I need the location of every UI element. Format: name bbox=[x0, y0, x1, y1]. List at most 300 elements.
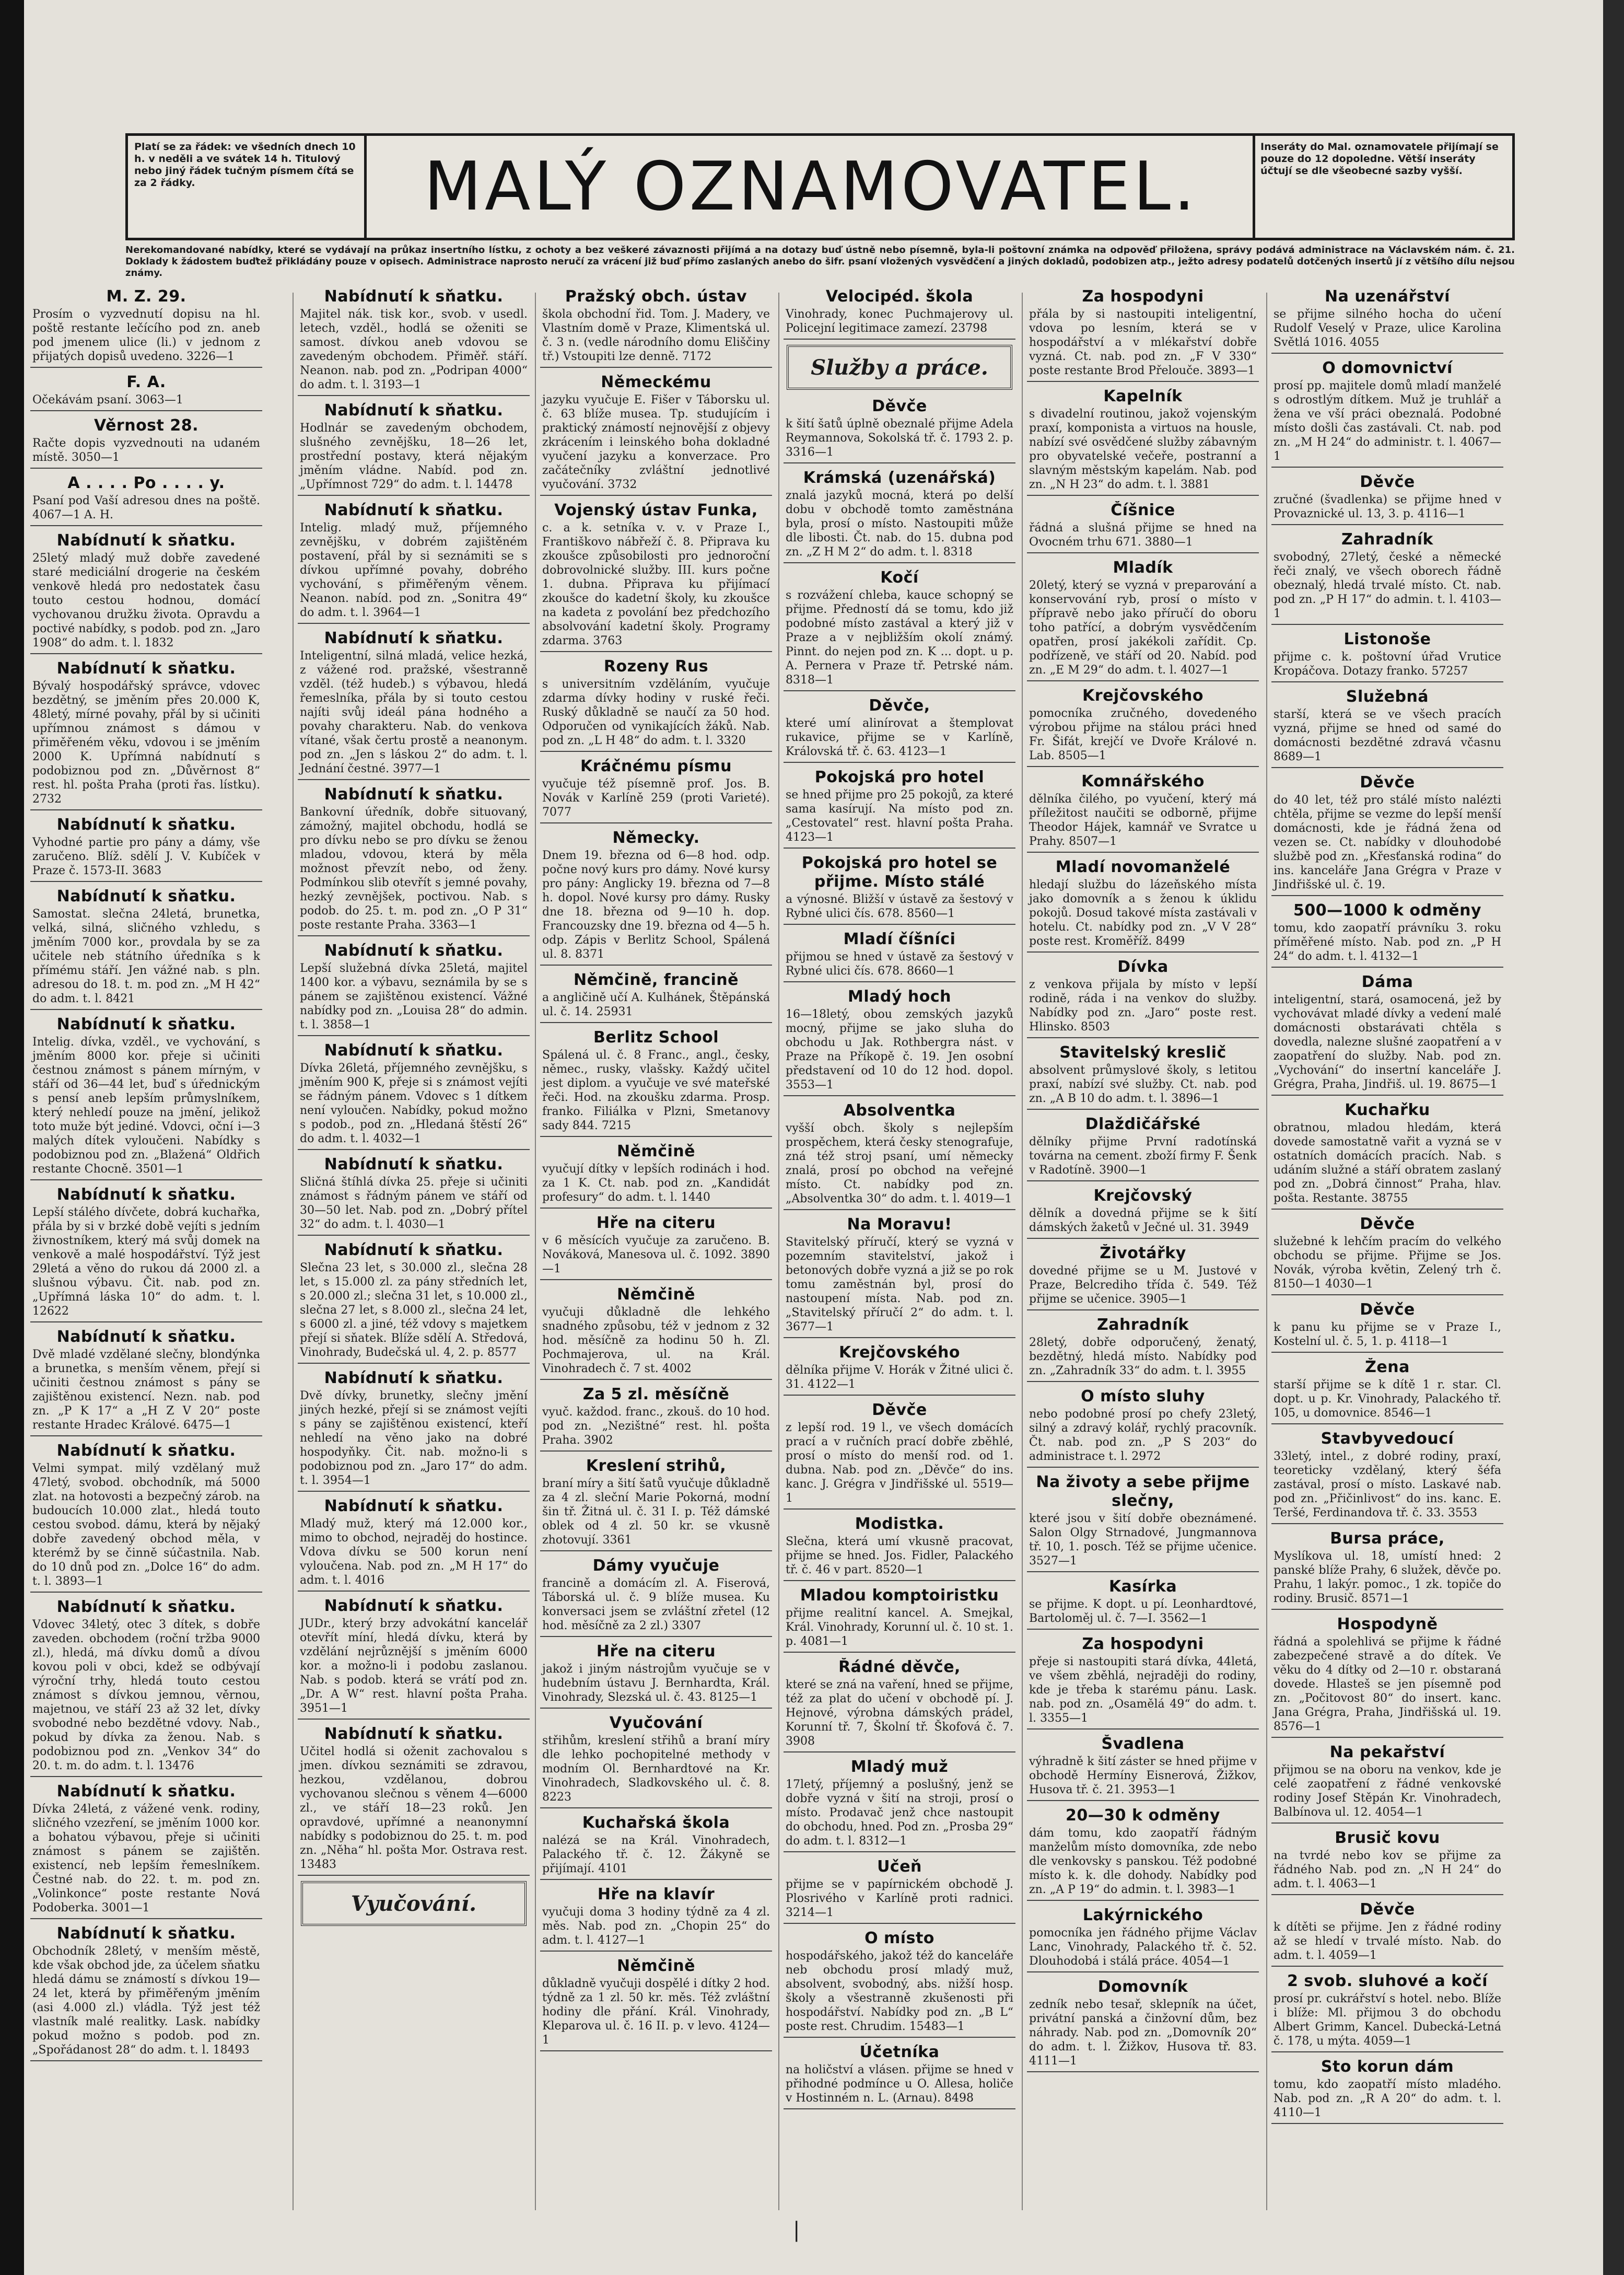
ad-heading: Děvče bbox=[1360, 773, 1415, 792]
ad-heading: Za hospodyni bbox=[1082, 1635, 1204, 1653]
ad-heading: Vojenský ústav Funka, bbox=[554, 501, 758, 519]
ad-body: a výnosné. Bližší v ústavě za šestový v Rybné ulici čís. 678. 8560—1 bbox=[786, 893, 1013, 920]
ad-body: absolvent průmyslové školy, s letitou praxí, nabízí své služby. Ct. nab. pod zn. „A B 10 do adm. t. l. 3896—1 bbox=[1029, 1064, 1257, 1105]
ad-heading: Děvče bbox=[872, 397, 927, 415]
ad-heading: Nabídnutí k sňatku. bbox=[324, 1497, 504, 1515]
classified-ad bbox=[784, 2043, 1015, 2109]
classified-ad bbox=[1027, 1473, 1259, 1572]
ad-heading: Nabídnutí k sňatku. bbox=[324, 942, 504, 960]
ad-body: starší přijme se k dítě 1 r. star. Cl. dopt. u p. Kr. Vinohrady, Palackého tř. 105, u domovnice. 8546—1 bbox=[1274, 1378, 1501, 1420]
classified-ad bbox=[1271, 1829, 1503, 1895]
classified-ad bbox=[1027, 1577, 1259, 1630]
classified-ad bbox=[1027, 1978, 1259, 2072]
ad-heading: Číšnice bbox=[1111, 501, 1175, 519]
classified-ad bbox=[30, 1015, 262, 1180]
ad-body: k panu ku přijme se v Praze I., Kostelní ul. č. 5, 1. p. 4118—1 bbox=[1274, 1321, 1501, 1348]
ad-body: Dvě mladé vzdělané slečny, blondýnka a brunetka, s menším věnem, přejí si učiniti čestnou známost s pány se zajištěnou existencí. Nezn. nab. pod zn. „P K 17“ a „H Z V 20“ poste restante Hradec Králové. 6475—1 bbox=[32, 1348, 260, 1432]
ad-heading: Žena bbox=[1365, 1358, 1410, 1376]
ad-body: s universitním vzděláním, vyučuje zdarma dívky hodiny v ruské řeči. Ruský důkladně se naučí za 50 hod. Odporučen od vynikajících žáků. Nab. pod zn. „L H 48“ do adm. t. l. 3320 bbox=[542, 678, 770, 747]
ad-body: Račte dopis vyzvednouti na udaném místě. 3050—1 bbox=[32, 437, 260, 464]
classified-ad bbox=[298, 629, 530, 780]
ad-heading: Krejčovského bbox=[1082, 687, 1204, 705]
classified-ad bbox=[540, 1142, 772, 1209]
ad-heading: A . . . . Po . . . . y. bbox=[67, 474, 225, 492]
classified-ad bbox=[30, 659, 262, 810]
ad-body: přijme se v papírnickém obchodě J. Plosrivého v Karlíně proti radnici. 3214—1 bbox=[786, 1878, 1013, 1919]
ad-heading: Kuchařku bbox=[1345, 1101, 1430, 1119]
ad-body: Psaní pod Vaší adresou dnes na poště. 4067—1 A. H. bbox=[32, 494, 260, 521]
ad-heading: Kreslení strihů, bbox=[586, 1457, 727, 1475]
classified-ad bbox=[1027, 958, 1259, 1038]
ad-heading: Nabídnutí k sňatku. bbox=[56, 1442, 236, 1460]
classified-ad bbox=[784, 397, 1015, 463]
classified-ad bbox=[1027, 1387, 1259, 1468]
ad-heading: O domovnictví bbox=[1322, 359, 1453, 377]
ad-heading: F. A. bbox=[126, 373, 166, 391]
scan-edge-left bbox=[0, 0, 24, 2275]
ad-body: Samostat. slečna 24letá, brunetka, velká, silná, sličného vzhledu, s jměním 7000 kor., provdala by se za učitele neb státního úředníka s k přímému stáří. Jen vážné nab. s pln. adresou do 18. t. m. pod zn. „M H 42“ do adm. t. l. 8421 bbox=[32, 908, 260, 1005]
ad-body: Intelig. mladý muž, příjemného zevnějšku, v dobrém zajištěném postavení, přál by si seznámiti se s dívkou upřímné povahy, dobrého vychování, s přiměřeným věnem. Neanon. nabíd. pod zn. „Sonitra 49“ do adm. t. l. 3964—1 bbox=[300, 521, 528, 619]
classified-ad bbox=[1027, 501, 1259, 553]
ad-body: střihům, kreslení střihů a braní míry dle lehko pochopitelné methody v modním Ol. Bernhardtové na Kr. Vinohradech, Sladkovského ul. č. 8. 8223 bbox=[542, 1734, 770, 1804]
ad-heading: Zahradník bbox=[1341, 530, 1433, 549]
ad-body: inteligentní, stará, osamocená, jež by vychovávat mladé dívky a vedení malé domácnosti obstarávati chtěla s dovedla, nalezne slušné zaopatření a v zaopatření do služby. Nab. pod zn. „Vychování“ do insertní kanceláře J. Grégra, Praha, Jindřiš. ul. 19. 8675—1 bbox=[1274, 993, 1501, 1091]
ad-body: řádná a spolehlivá se přijme k řádné zabezpečené stravě a do dítek. Ve věku do 4 dítky od 2—10 r. obstaraná dovede. Hlasteš se jen písemně pod zn. „Počitovost 80“ do insert. kanc. Jana Grégra, Praha, Jindřišská ul. 19. 8576—1 bbox=[1274, 1635, 1501, 1733]
classified-ad bbox=[540, 1814, 772, 1880]
ad-body: které umí alinírovat a štemplovat rukavice, přijme se v Karlíně, Královská tř. č. 63. 4123—1 bbox=[786, 717, 1013, 758]
classified-ad bbox=[30, 816, 262, 882]
ad-body: vyučuji důkladně dle lehkého snadného způsobu, též v jednom z 32 hod. měsíčně za hodinu 50 h. Zl. Pochmajerova, ul. na Král. Vinohradech č. 7 st. 4002 bbox=[542, 1306, 770, 1375]
classified-ad bbox=[1271, 1358, 1503, 1424]
classified-ad bbox=[1271, 359, 1503, 468]
ad-heading: Mladý muž bbox=[850, 1758, 949, 1776]
classified-ad bbox=[1271, 2058, 1503, 2124]
classified-ad bbox=[784, 1401, 1015, 1510]
ad-heading: Velocipéd. škola bbox=[825, 287, 974, 306]
ad-body: z venkova přijala by místo v lepší rodině, ráda i na venkov do služby. Nabídky pod zn. „Jaro“ poste rest. Hlinsko. 8503 bbox=[1029, 978, 1257, 1034]
classified-ad bbox=[30, 1442, 262, 1593]
ad-heading: Mladík bbox=[1113, 559, 1173, 577]
ad-heading: Dámy vyučuje bbox=[592, 1557, 720, 1575]
ad-body: dělník a dovedná přijme se k šití dámských žaketů v Ječné ul. 31. 3949 bbox=[1029, 1207, 1257, 1234]
classified-ad bbox=[1271, 773, 1503, 896]
section-heading-box: Vyučování. bbox=[301, 1881, 527, 1926]
ad-heading: Kuchařská škola bbox=[582, 1814, 730, 1832]
ad-heading: Dáma bbox=[1361, 973, 1413, 991]
ad-body: 16—18letý, obou zemských jazyků mocný, přijme se jako sluha do obchodu u Jak. Rothbergra nást. v Praze na Příkopě č. 19. Jen osobní představení od 10 do 12 hod. dopol. 3553—1 bbox=[786, 1008, 1013, 1092]
classified-ad bbox=[1271, 1101, 1503, 1210]
classified-ad bbox=[30, 1598, 262, 1777]
ad-heading: Za 5 zl. měsíčně bbox=[582, 1385, 730, 1403]
ad-heading: Hře na citeru bbox=[596, 1642, 716, 1661]
ad-heading: Stavbyvedoucí bbox=[1321, 1430, 1454, 1448]
ad-body: prosí pp. majitele domů mladí manželé s odrostlým dítkem. Muž je truhlář a žena ve vší práci obeznalá. Podobné místo došli čas zastávali. Ct. nab. pod zn. „M H 24“ do administr. t. l. 4067—1 bbox=[1274, 379, 1501, 463]
ad-heading: Domovník bbox=[1097, 1978, 1188, 1996]
ad-heading: Účetníka bbox=[859, 2043, 940, 2061]
ad-body: dělníka čilého, po vyučení, který má příležitost naučiti se odborně, přijme Theodor Hájek, kamnář ve Svratce u Prahy. 8507—1 bbox=[1029, 793, 1257, 848]
ad-heading: Pražský obch. ústav bbox=[565, 287, 747, 306]
ad-heading: Nabídnutí k sňatku. bbox=[56, 1782, 236, 1801]
ad-heading: Nabídnutí k sňatku. bbox=[324, 501, 504, 519]
ad-body: do 40 let, též pro stálé místo nalézti chtěla, přijme se vezme do lepší menší domácnosti, kde je řádná žena od vezen se. Ct. nabídky v dlouhodobé službě pod zn. „Křesťanská rodina“ do ins. kanceláře Jana Grégra v Praze v Jindřišské ul. č. 19. bbox=[1274, 794, 1501, 891]
masthead bbox=[125, 133, 1515, 240]
ad-heading: Nabídnutí k sňatku. bbox=[56, 659, 236, 678]
ad-body: Velmi sympat. milý vzdělaný muž 47letý, svobod. obchodník, má 5000 zlat. na hotovosti a bezpečný zárob. na budoucích 10.000 zlat., hledá touto cestou svobod. dámu, která by nějaký dobře zavedený obchod měla, v kterémž by se činně súčastnila. Nab. do 10 dnů pod zn. „Dolce 16“ do adm. t. l. 3893—1 bbox=[32, 1462, 260, 1588]
ad-heading: Němčině, francině bbox=[573, 971, 739, 989]
classified-ad bbox=[784, 1858, 1015, 1924]
classified-ad bbox=[784, 1658, 1015, 1752]
ad-heading: Stavitelský kreslič bbox=[1059, 1043, 1226, 1062]
ad-heading: Mladý hoch bbox=[848, 988, 951, 1006]
ad-body: vyučuji doma 3 hodiny týdně za 4 zl. měs. Nab. pod zn. „Chopin 25“ do adm. t. l. 4127—1 bbox=[542, 1906, 770, 1947]
section-heading-box: Služby a práce. bbox=[787, 345, 1012, 390]
ad-heading: Učeň bbox=[877, 1858, 922, 1876]
ad-heading: Mladí novomanželé bbox=[1055, 858, 1231, 876]
administration-notice: Nerekomandované nabídky, které se vydávají na průkaz insertního lístku, z ochoty a bez veškeré závaznosti přijímá a na dotazy buď ústně nebo písemně, byla-li poštovní známka na odpověď přiložena, správy podává administrace na Václavském nám. č. 21. Doklady k žádostem buďtež přikládány pouze v opisech. Administrace naprosto neručí za vrácení již buď přímo zaslaných anebo do šifr. psaní vložených vysvědčení a jiných dokladů, podobizen atp., ježto adresy podatelů dotčených insertů jí z většího dílu nejsou známy. bbox=[125, 245, 1515, 278]
ad-heading: Krámská (uzenářská) bbox=[803, 469, 996, 487]
column-2 bbox=[298, 287, 530, 2242]
ad-heading: Němčině bbox=[617, 1957, 695, 1975]
ad-heading: Za hospodyni bbox=[1082, 287, 1204, 306]
ad-heading: Nabídnutí k sňatku. bbox=[56, 1328, 236, 1346]
ad-heading: Nabídnutí k sňatku. bbox=[56, 816, 236, 834]
column-rule bbox=[1266, 293, 1267, 2210]
classified-ad bbox=[1271, 1215, 1503, 1295]
ad-body: Slečna, která umí vkusně pracovat, přijme se hned. Jos. Fidler, Palackého tř. č. 46 v part. 8520—1 bbox=[786, 1535, 1013, 1576]
classified-ad bbox=[540, 829, 772, 966]
ad-body: pomocníka zručného, dovedeného výrobou přijme na stálou práci hned Fr. Šifát, krejčí ve Dvoře Králové n. Lab. 8505—1 bbox=[1029, 707, 1257, 762]
ad-body: škola obchodní řid. Tom. J. Madery, ve Vlastním domě v Praze, Klimentská ul. č. 3 n. (vedle národního domu Eliščiny tř.) Vstoupiti lze denně. 7172 bbox=[542, 308, 770, 363]
ad-heading: Lakýrnického bbox=[1082, 1906, 1204, 1924]
ad-heading: Věrnost 28. bbox=[94, 416, 198, 435]
classified-ad bbox=[784, 930, 1015, 982]
ad-body: z lepší rod. 19 l., ve všech domácích prací a v ručních prací dobře zběhlé, prosí o místo do menší rod. od 1. dubna. Nab. pod zn. „Děvče“ do ins. kanc. J. Grégra v Jindřišské ul. 5519—1 bbox=[786, 1421, 1013, 1505]
ad-body: Slečna 23 let, s 30.000 zl., slečna 28 let, s 15.000 zl. za pány středních let, s 20.000 zl.; slečna 31 let, s 10.000 zl., slečna 27 let, s 8.000 zl., slečna 24 let, s 6000 zl. a jiné, též vdovy s majetkem přejí si sňatek. Blíže sdělí A. Středová, Vinohrady, Budečská ul. 4, 2. p. 8577 bbox=[300, 1261, 528, 1359]
ad-body: svobodný, 27letý, české a německé řeči znalý, ve všech oborech řádně obeznalý, hledá trvalé místo. Ct. nab. pod zn. „P H 17“ do admin. t. l. 4103—1 bbox=[1274, 551, 1501, 620]
ad-heading: Nabídnutí k sňatku. bbox=[56, 1186, 236, 1204]
ad-body: přijmou se na oboru na venkov, kde je celé zaopatření z řádné venkovské rodiny Josef Stěpán Kr. Vinohradech, Balbínova ul. 12. 4054—1 bbox=[1274, 1763, 1501, 1819]
masthead-divider-right bbox=[1253, 136, 1255, 238]
column-5 bbox=[1027, 287, 1259, 2242]
ad-body: Intelig. dívka, vzděl., ve vychování, s jměním 8000 kor. přeje si učiniti čestnou známost s pánem mírným, v stáří od 36—44 let, buď s úřednickým s pensí aneb lepším průmyslníkem, který nehledí pouze na jmění, jelikož toto muže být jediné. Vdovci, oční i—3 malých dítek vyloučeni. Nabídky s podobiznou pod zn. „Blažená“ Oldřich restante Chocně. 3501—1 bbox=[32, 1036, 260, 1176]
classified-ad bbox=[1027, 387, 1259, 496]
ad-heading: 500—1000 k odměny bbox=[1293, 901, 1482, 920]
classified-ad bbox=[298, 1597, 530, 1720]
page-title: MALÝ OZNAMOVATEL. bbox=[424, 148, 1198, 226]
ad-heading: Sto korun dám bbox=[1321, 2058, 1454, 2076]
ad-heading: Nabídnutí k sňatku. bbox=[324, 1597, 504, 1615]
ad-heading: Děvče bbox=[872, 1401, 927, 1419]
ad-body: s rozvážení chleba, kauce schopný se přijme. Předností dá se tomu, kdo již podobné místo zastával a který již v Praze a v nejbližším okolí známý. Pinnt. do nejen pod zn. K ... dopt. u p. A. Pernera v Praze tř. Petrské nám. 8318—1 bbox=[786, 589, 1013, 687]
classified-ad bbox=[298, 1041, 530, 1150]
classified-ad bbox=[1027, 1244, 1259, 1310]
classified-ad bbox=[1271, 1301, 1503, 1353]
ad-heading: Rozeny Rus bbox=[603, 657, 709, 676]
classified-ad bbox=[1027, 559, 1259, 681]
ad-body: přála by si nastoupiti inteligentní, vdova po lesním, která se v hospodářství a v mlékařství dobře vyzná. Ct. nab. pod zn. „F V 330“ poste restante Brod Přelouče. 3893—1 bbox=[1029, 308, 1257, 377]
ad-heading: Děvče bbox=[1360, 473, 1415, 491]
ad-body: pomocníka jen řádného přijme Václav Lanc, Vinohrady, Palackého tř. č. 52. Dlouhodobá i stálá práce. 4054—1 bbox=[1029, 1926, 1257, 1968]
classified-ad bbox=[540, 501, 772, 652]
ad-heading: Listonoše bbox=[1343, 630, 1431, 648]
ad-body: francině a domácím zl. A. Fiserová, Táborská ul. č. 9 blíže musea. Ku konversaci jsem se zvláštní zřetel (12 hod. měsíčně za 2 zl.) 3307 bbox=[542, 1577, 770, 1632]
classified-ad bbox=[784, 287, 1015, 340]
classified-ad bbox=[1027, 1906, 1259, 1972]
ad-heading: Nabídnutí k sňatku. bbox=[56, 1015, 236, 1034]
ad-heading: Krejčovský bbox=[1093, 1187, 1193, 1205]
column-6 bbox=[1271, 287, 1503, 2242]
ad-heading: Zahradník bbox=[1097, 1316, 1189, 1334]
classified-ad bbox=[1027, 1187, 1259, 1239]
ad-heading: Hospodyně bbox=[1337, 1615, 1438, 1633]
column-rule bbox=[1022, 293, 1023, 2210]
ad-heading: Němčině bbox=[617, 1142, 695, 1160]
ad-body: důkladně vyučuji dospělé i dítky 2 hod. týdně za 1 zl. 50 kr. měs. Též zvláštní hodiny dle přání. Král. Vinohrady, Kleparova ul. č. 16 II. p. v levo. 4124—1 bbox=[542, 1977, 770, 2047]
deadline-note: Inseráty do Mal. oznamovatele přijímají se pouze do 12 dopoledne. Větší inseráty účtují se dle všeobecné sazby vyšší. bbox=[1260, 141, 1499, 177]
ad-body: zručné (švadlenka) se přijme hned v Provaznické ul. 13, 3. p. 4116—1 bbox=[1274, 493, 1501, 520]
classified-ad bbox=[1027, 1635, 1259, 1730]
ad-body: 33letý, intel., z dobré rodiny, praxí, teoreticky vzdělaný, který šéfa zastával, prosí o místo. Laskavé nab. pod zn. „Přičinlivost“ do ins. kanc. E. Teršé, Ferdinandova tř. č. 33. 3553 bbox=[1274, 1450, 1501, 1519]
classified-ad bbox=[1027, 772, 1259, 853]
ad-body: c. a k. setníka v. v. v Praze I., Františkovo nábřeží č. 8. Připrava ku zkoušce způsobilosti pro jednoroční dobrovolnické služby. III. kurs počne 1. dubna. Připrava ku přijímací zkoušce do kadetní školy, ku zkoušce na kadeta z povolání bez předchozího absolvování kadetní školy. Programy zdarma. 3763 bbox=[542, 521, 770, 647]
classified-ad bbox=[1271, 630, 1503, 682]
classified-ad bbox=[298, 1725, 530, 1876]
ad-body: vyučuje též písemně prof. Jos. B. Novák v Karlíně 259 (proti Varieté). 7077 bbox=[542, 777, 770, 819]
ad-body: s divadelní routinou, jakož vojenským praxí, komponista a virtuos na housle, nabízí své osvědčené služby zábavným pro obyvatelské večeře, postranní a slavným městským kapelám. Nab. pod zn. „N H 23“ do adm. t. l. 3881 bbox=[1029, 408, 1257, 491]
classified-ad bbox=[298, 501, 530, 624]
ad-body: 28letý, dobře odporučený, ženatý, bezdětný, hledá místo. Nabídky pod zn. „Zahradník 33“ do adm. t. l. 3955 bbox=[1029, 1336, 1257, 1377]
ad-body: Bankovní úředník, dobře situovaný, zámožný, majitel obchodu, hodlá se pro dívku nebo se pro dívku se ženou mladou, vdovou, která by měla možnost převzít nebo, od ženy. Podmínkou slib otevřít s jemné povahy, hezký zevnějšek, poctivou. Nab. s podob. do 25. t. m. pod zn. „O P 31“ poste restante Praha. 3363—1 bbox=[300, 806, 528, 932]
classified-ad bbox=[298, 942, 530, 1036]
ad-body: prosí pr. cukrářství s hotel. nebo. Blíže i blíže: Ml. přijmou 3 do obchodu Albert Grimm, Kancel. Dubecká-Letná č. 178, u mýta. 4059—1 bbox=[1274, 1992, 1501, 2048]
classified-ad bbox=[1027, 1115, 1259, 1181]
ad-body: Inteligentní, silná mladá, velice hezká, z vážené rod. pražské, všestranně vzděl. (též hudeb.) s výbavou, hledá řemeslníka, přála by si touto cestou najíti svůj ideál pána hodného a povahy charakteru. Nab. do venkova vítané, však čertu prostě a neanonym. pod zn. „Jen s láskou 2“ do adm. t. l. Jednání čestné. 3977—1 bbox=[300, 649, 528, 775]
ad-heading: Krejčovského bbox=[839, 1343, 960, 1362]
classified-ad bbox=[1271, 1972, 1503, 2052]
ad-body: dělníka přijme V. Horák v Žitné ulici č. 31. 4122—1 bbox=[786, 1364, 1013, 1391]
classified-ad bbox=[784, 697, 1015, 763]
ad-heading: Na pekařství bbox=[1329, 1743, 1445, 1761]
classified-ad bbox=[30, 287, 262, 368]
classified-ad bbox=[298, 1241, 530, 1364]
ad-heading: Švadlena bbox=[1101, 1735, 1185, 1753]
classified-ad bbox=[1027, 858, 1259, 953]
classified-ad bbox=[1271, 973, 1503, 1096]
ad-body: jakož i jiným nástrojům vyučuje se v hudebním ústavu J. Bernhardta, Král. Vinohrady, Slezská ul. č. 43. 8125—1 bbox=[542, 1663, 770, 1704]
page-mark: | bbox=[793, 2218, 800, 2242]
ad-heading: Nabídnutí k sňatku. bbox=[56, 531, 236, 550]
classified-ad bbox=[1271, 1430, 1503, 1524]
ad-body: Lepší stálého dívčete, dobrá kuchařka, přála by si v brzké době vejíti s jedním živnostníkem, který má svůj domek na venkově a malé hospodářství. Týž jest 29letá a věno do rukou dá 2000 zl. a slušnou výbavu. Čit. nab. pod zn. „Upřímná láska 10“ do adm. t. l. 12622 bbox=[32, 1206, 260, 1318]
classified-ad bbox=[784, 568, 1015, 691]
ad-heading: Nabídnutí k sňatku. bbox=[324, 1155, 504, 1174]
classified-ad bbox=[540, 1457, 772, 1551]
column-4 bbox=[784, 287, 1015, 2242]
ad-body: a angličině učí A. Kulhánek, Štěpánská ul. č. 14. 25931 bbox=[542, 991, 770, 1018]
classified-ad bbox=[1027, 287, 1259, 382]
classified-ad bbox=[784, 1343, 1015, 1396]
ad-heading: Nabídnutí k sňatku. bbox=[324, 785, 504, 804]
ad-body: dělníky přijme První radotínská továrna na cement. zboží firmy F. Šenk v Radotíně. 3900—1 bbox=[1029, 1135, 1257, 1177]
ad-body: k šití šatů úplně obeznalé přijme Adela Reymannova, Sokolská tř. č. 1793 2. p. 3316—1 bbox=[786, 417, 1013, 459]
ad-body: se přijme. K dopt. u pí. Leonhardtové, Bartoloměj ul. č. 7—I. 3562—1 bbox=[1029, 1598, 1257, 1625]
ad-body: Mladý muž, který má 12.000 kor., mimo to obchod, nejraděj do hostince. Vdova dívku se 500 korun není vyloučena. Nab. pod zn. „M H 17“ do adm. t. l. 4016 bbox=[300, 1517, 528, 1587]
column-1 bbox=[30, 287, 262, 2242]
ad-heading: Nabídnutí k sňatku. bbox=[56, 887, 236, 906]
ad-body: v 6 měsících vyučuje za zaručeno. B. Nováková, Manesova ul. č. 1092. 3890—1 bbox=[542, 1234, 770, 1275]
ad-body: Vinohrady, konec Puchmajerovy ul. Policejní legitimace zamezí. 23798 bbox=[786, 308, 1013, 335]
classified-ad bbox=[30, 373, 262, 411]
classified-ad bbox=[298, 287, 530, 396]
classified-ad bbox=[1271, 1615, 1503, 1738]
ad-body: nebo podobné prosí po chefy 23letý, silný a zdravý kolář, rychlý pracovník. Čt. nab. pod zn. „P S 203“ do administrace t. l. 2972 bbox=[1029, 1408, 1257, 1463]
ad-body: Dívka 26letá, příjemného zevnějšku, s jměním 900 K, přeje si s známost vejíti se řádným pánem. Vdovec s 1 dítkem není vyloučen. Nabídky, pokud možno s podob., pod zn. „Hledaná štěstí 26“ do adm. t. l. 4032—1 bbox=[300, 1062, 528, 1145]
classified-ad bbox=[784, 1215, 1015, 1338]
ad-heading: Pokojská pro hotel bbox=[814, 768, 985, 786]
ad-body: na tvrdé nebo kov se přijme za řádného Nab. pod zn. „N H 24“ do adm. t. l. 4063—1 bbox=[1274, 1849, 1501, 1890]
ad-heading: Kočí bbox=[880, 568, 919, 587]
ad-heading: Bursa práce, bbox=[1330, 1529, 1445, 1548]
ad-body: přijme c. k. poštovní úřad Vrutice Kropáčova. Dotazy franko. 57257 bbox=[1274, 651, 1501, 678]
column-rule bbox=[535, 293, 536, 2210]
ad-body: Bývalý hospodářský správce, vdovec bezdětný, se jměním přes 20.000 K, 48letý, mírné povahy, přál by si učiniti upřímnou známost s dámou v přiměřeném věku, vdovou i se jměním 2000 K. Upřímná nabídnutí s podobiznou pod zn. „Důvěrnost 8“ rest. hl. pošta Praha (proti řas. lístku). 2732 bbox=[32, 680, 260, 806]
scan-edge-right bbox=[1603, 0, 1624, 2275]
classified-ad bbox=[540, 373, 772, 496]
ad-body: které jsou v šití dobře obeznámené. Salon Olgy Strnadové, Jungmannova tř. 10, 1. posch. Též se přijme učenice. 3527—1 bbox=[1029, 1512, 1257, 1568]
classified-ad bbox=[1027, 1316, 1259, 1382]
pricing-note: Platí se za řádek: ve všedních dnech 10 h. v neděli a ve svátek 14 h. Titulový nebo jiný řádek tučným písmem čítá se za 2 řádky. bbox=[134, 141, 356, 189]
ad-heading: 20—30 k odměny bbox=[1066, 1806, 1220, 1825]
ad-heading: Nabídnutí k sňatku. bbox=[324, 401, 504, 420]
ad-body: dovedné přijme se u M. Justové v Praze, Belcrediho třída č. 549. Též přijme se učenice. 3905—1 bbox=[1029, 1264, 1257, 1306]
ad-body: řádná a slušná přijme se hned na Ovocném trhu 671. 3880—1 bbox=[1029, 521, 1257, 549]
ad-body: přijme realitní kancel. A. Smejkal, Král. Vinohrady, Korunní ul. č. 10 st. 1. p. 4081—1 bbox=[786, 1607, 1013, 1648]
ad-heading: Mladou komptoiristku bbox=[800, 1586, 999, 1605]
classified-ad bbox=[1027, 1043, 1259, 1110]
classified-ad bbox=[298, 1369, 530, 1492]
classified-ad bbox=[540, 287, 772, 368]
classified-ad bbox=[540, 657, 772, 752]
classified-ad bbox=[784, 1101, 1015, 1210]
ad-body: starší, která se ve všech pracích vyzná, přijme se hned od samé do domácnosti bezdětné zdravá včasnu 8689—1 bbox=[1274, 708, 1501, 763]
ad-heading: Komnářského bbox=[1081, 772, 1205, 791]
classified-ad bbox=[784, 1515, 1015, 1581]
classified-ad bbox=[298, 401, 530, 496]
classified-ad bbox=[540, 1714, 772, 1808]
classified-ad bbox=[298, 785, 530, 936]
column-rule bbox=[293, 293, 294, 2210]
ad-heading: Kráčnému písmu bbox=[580, 757, 732, 775]
ad-body: Učitel hodlá si oženit zachovalou s jmen. dívkou seznámiti se zdravou, hezkou, vzdělanou, dobrou vychovanou slečnou s věnem 4—6000 zl., ve stáří 18—23 roků. Jen opravdové, upřímné a neanonymní nabídky s podobiznou do 25. t. m. pod zn. „Něha“ hl. pošta Mor. Ostrava rest. 13483 bbox=[300, 1745, 528, 1871]
ad-body: Hodlnár se zavedeným obchodem, slušného zevnějšku, 18—26 let, prostřední postavy, která nějakým jměním vládne. Nabíd. pod zn. „Upřímnost 729“ do adm. t. l. 14478 bbox=[300, 422, 528, 491]
ad-body: Vyhodné partie pro pány a dámy, vše zaručeno. Blíž. sdělí J. V. Kubíček v Praze č. 1573-II. 3683 bbox=[32, 836, 260, 877]
classified-ad bbox=[784, 768, 1015, 849]
ad-body: k dítěti se přijme. Jen z řádné rodiny až se hledí v trvalé místo. Nab. do adm. t. l. 4059—1 bbox=[1274, 1921, 1501, 1962]
ad-heading: O místo bbox=[864, 1929, 934, 1947]
ad-body: Obchodník 28letý, v menším městě, kde však obchod jde, za účelem sňatku hledá dámu se známostí s dívkou 19—24 let, která by přiměřeným jměním (asi 4.000 zl.) vládla. Týž jest též vlastník malé realitky. Lask. nabídky pokud možno s podob. pod zn. „Spořádanost 28“ do adm. t. l. 18493 bbox=[32, 1945, 260, 2057]
column-rule bbox=[778, 293, 779, 2210]
ad-body: hledají službu do lázeňského místa jako domovník a s ženou k úklidu pokojů. Dosud takové místa zastávali v hotelu. Ct. nabídky pod zn. „V V 28“ poste rest. Kroměříž. 8499 bbox=[1029, 878, 1257, 948]
classified-ad bbox=[30, 1782, 262, 1919]
ad-body: nalézá se na Král. Vinohradech, Palackého tř. č. 12. Žákyně se přijímají. 4101 bbox=[542, 1834, 770, 1875]
ad-body: Dívka 24letá, z vážené venk. rodiny, sličného vzezření, se jměním 1000 kor. a bohatou výbavou, přeje si učiniti známost s pánem se zajištěn. existencí, neb lepším řemeslníkem. Čestné nab. do 22. t. m. pod zn. „Volinkonce“ poste restante Nová Podoberka. 3001—1 bbox=[32, 1803, 260, 1914]
ad-body: zedník nebo tesař, sklepník na účet, privátní panská a činžovní dům, bez náhrady. Nab. pod zn. „Domovník 20“ do adm. t. l. Žižkov, Husova tř. 83. 4111—1 bbox=[1029, 1998, 1257, 2068]
ad-body: Dvě dívky, brunetky, slečny jmění jiných hezké, přejí si se známost vejíti s pány se zajištěnou existencí, kteří nehledí na věno jako na dobré hospodyňky. Čit. nab. možno-li s podobiznou pod zn. „Jaro 17“ do adm. t. l. 3954—1 bbox=[300, 1389, 528, 1487]
classified-ad bbox=[784, 854, 1015, 925]
ad-heading: Pokojská pro hotel se přijme. Místo stálé bbox=[801, 854, 998, 891]
ad-heading: Mladí číšníci bbox=[843, 930, 956, 948]
ad-heading: 2 svob. sluhové a kočí bbox=[1287, 1972, 1488, 1990]
classified-ad bbox=[1271, 473, 1503, 525]
ad-body: 20letý, který se vyzná v preparování a konservování ryb, prosí o místo v přípravě nebo jako příručí do oboru toho patřící, a dobrým vysvědčením opatřen, prosí jakékoli zařídit. Cp. podřízeně, ve stáří od 20. Nabíd. pod zn. „E M 29“ do adm. t. l. 4027—1 bbox=[1029, 579, 1257, 677]
classified-ad bbox=[1271, 530, 1503, 625]
classified-ad bbox=[540, 1557, 772, 1637]
classified-ad bbox=[784, 988, 1015, 1096]
ad-body: vyšší obch. školy s nejlepším prospěchem, která česky stenografuje, zná též stroj psaní, umí německy znalá, prosí po obchod na veřejné místo. Ct. nabídky pod zn. „Absolventka 30“ do adm. t. l. 4019—1 bbox=[786, 1122, 1013, 1205]
classified-ad bbox=[30, 887, 262, 1010]
ad-body: znalá jazyků mocná, která po delší dobu v obchodě tomto zaměstnána byla, prosí o místo. Nastoupiti může dle libosti. Čt. nab. do 15. dubna pod zn. „Z H M 2“ do adm. t. l. 8318 bbox=[786, 489, 1013, 559]
classified-ad bbox=[540, 1028, 772, 1137]
ad-heading: Brusič kovu bbox=[1335, 1829, 1440, 1847]
ad-body: jazyku vyučuje E. Fišer v Táborsku ul. č. 63 blíže musea. Tp. studujícím i praktický známostí nejnovější z objevy zkrácením i leinského boha dokladné vyučení jazyku a konverzace. Pro začátečníky zvláštní jednotlivé vyučování. 3732 bbox=[542, 393, 770, 491]
classified-ad bbox=[30, 416, 262, 469]
ad-heading: Děvče, bbox=[869, 697, 930, 715]
ad-heading: Absolventka bbox=[843, 1101, 956, 1120]
ad-heading: Hře na klavír bbox=[597, 1885, 715, 1903]
ad-heading: M. Z. 29. bbox=[106, 287, 186, 306]
ad-body: přijmou se hned v ústavě za šestový v Rybné ulici čís. 678. 8660—1 bbox=[786, 950, 1013, 978]
classified-ad bbox=[540, 757, 772, 823]
ad-body: které se zná na vaření, hned se přijme, též za plat do učení v obchodě pí. J. Hejnové, výrobna dámských prádel, Korunní tř. 7, Školní tř. Škofová č. 7. 3908 bbox=[786, 1678, 1013, 1748]
classified-ad bbox=[298, 1497, 530, 1592]
ad-body: 17letý, příjemný a poslušný, jenž se dobře vyzná v šití na stroji, prosí o místo. Prodavač jenž chce nastoupit do obchodu, hned. Pod zn. „Prosba 29“ do adm. t. l. 8312—1 bbox=[786, 1778, 1013, 1848]
ad-heading: Němčině bbox=[617, 1285, 695, 1304]
masthead-divider-left bbox=[364, 136, 367, 238]
ad-heading: Nabídnutí k sňatku. bbox=[56, 1598, 236, 1616]
ad-body: Sličná štíhlá dívka 25. přeje si učiniti známost s řádným pánem ve stáří od 30—50 let. Nab. pod zn. „Dobrý přítel 32“ do adm. t. l. 4030—1 bbox=[300, 1176, 528, 1231]
ad-heading: Životářky bbox=[1100, 1244, 1186, 1262]
ad-body: tomu, kdo zaopatří právníku 3. roku příměřené místo. Nab. pod zn. „P H 24“ do adm. t. l. 4132—1 bbox=[1274, 922, 1501, 963]
ad-heading: Berlitz School bbox=[593, 1028, 719, 1047]
column-3 bbox=[540, 287, 772, 2242]
classified-ad bbox=[30, 531, 262, 654]
ad-body: vyučují dítky v lepších rodinách i hod. za 1 K. Ct. nab. pod zn. „Kandidát profesury“ do adm. t. l. 1440 bbox=[542, 1163, 770, 1204]
classified-ad bbox=[540, 1214, 772, 1280]
ad-heading: Dívka bbox=[1117, 958, 1169, 976]
ad-body: JUDr., který brzy advokátní kancelář otevřít míní, hledá dívku, která by vzdělání nejrůznější s jměním 6000 kor. a možno-li i podobu zaslanou. Nab. s podob. která se vrátí pod zn. „Dr. A W“ rest. hlavní pošta Praha. 3951—1 bbox=[300, 1617, 528, 1715]
classified-ad bbox=[30, 1924, 262, 2061]
ad-heading: Na životy a sebe přijme slečny, bbox=[1036, 1473, 1250, 1510]
ad-heading: Hře na citeru bbox=[596, 1214, 716, 1232]
ad-body: tomu, kdo zaopatří místo mladého. Nab. pod zn. „R A 20“ do adm. t. l. 4110—1 bbox=[1274, 2078, 1501, 2119]
ad-heading: Na uzenářství bbox=[1325, 287, 1450, 306]
classified-ad bbox=[30, 1328, 262, 1436]
ad-body: Dnem 19. března od 6—8 hod. odp. počne nový kurs pro dámy. Nové kursy pro pány: Anglicky 19. března od 7—8 h. dopol. Nové kursy pro dámy. Rusky dne 18. března od 9—10 h. dop. Francouzsky dne 19. března od 4—5 h. odp. Zápis v Berlitz School, Spálená ul. 8. 8371 bbox=[542, 849, 770, 961]
ad-heading: Kasírka bbox=[1108, 1577, 1177, 1596]
ad-body: Stavitelský příručí, který se vyzná v pozemním stavitelství, jakož i betonových dobře vyzná a již se po rok tomu zaměstnán byl, prosí do nastoupení místa. Nab. pod zn. „Stavitelský příručí 2“ do adm. t. l. 3677—1 bbox=[786, 1236, 1013, 1333]
ad-heading: Nabídnutí k sňatku. bbox=[324, 1369, 504, 1387]
classified-ad bbox=[1271, 1900, 1503, 1967]
ad-heading: Vyučování bbox=[609, 1714, 703, 1732]
ad-body: Vdovec 34letý, otec 3 dítek, s dobře zaveden. obchodem (roční tržba 9000 zl.), hledá, má dívku domů a dívou kovou poli v obci, kdež se odbývají výroční trhy, hledá touto cestou známost s dívkou jemnou, věrnou, majetnou, ve stáří 23 až 32 let, dívky svobodné nebo bezdětné vdovy. Nab., pokud by dívka za ženou. Nab. s podobiznou pod zn. „Venkov 34“ do 20. t. m. do adm. t. l. 13476 bbox=[32, 1618, 260, 1772]
classified-ad bbox=[540, 1385, 772, 1452]
classified-ad bbox=[784, 1929, 1015, 2038]
ad-heading: Kapelník bbox=[1103, 387, 1183, 405]
ad-heading: Nabídnutí k sňatku. bbox=[324, 1241, 504, 1259]
classified-ad bbox=[30, 474, 262, 526]
classified-ad bbox=[30, 1186, 262, 1322]
ad-heading: Děvče bbox=[1360, 1215, 1415, 1233]
